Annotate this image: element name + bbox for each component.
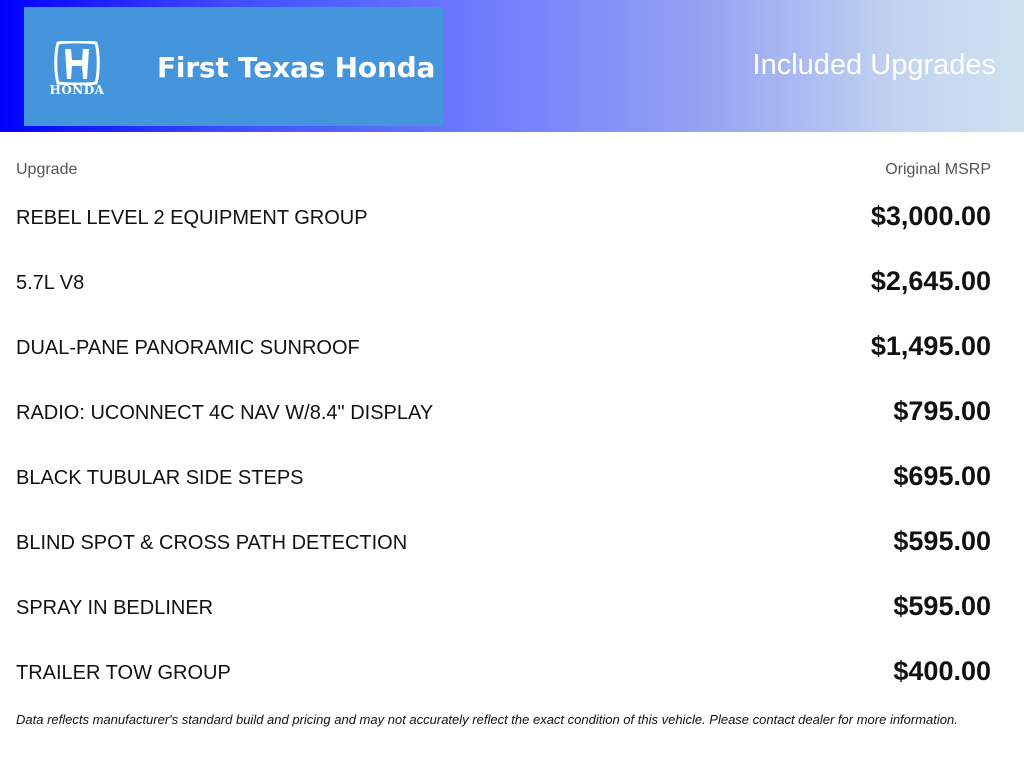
table-row: [16, 575, 991, 640]
table-row: [16, 380, 991, 445]
upgrade-name: 5.7L V8: [16, 272, 85, 294]
upgrade-price: $795.00: [893, 396, 991, 426]
page-title: Included Upgrades: [752, 49, 996, 81]
upgrade-price: $1,495.00: [870, 331, 991, 361]
dealer-logo: [24, 7, 443, 126]
upgrade-name: SPRAY IN BEDLINER: [16, 597, 214, 619]
upgrade-price: $2,645.00: [870, 266, 991, 296]
dealer-name: First Texas Honda: [157, 51, 436, 84]
upgrade-name: DUAL-PANE PANORAMIC SUNROOF: [16, 337, 360, 359]
upgrade-name: REBEL LEVEL 2 EQUIPMENT GROUP: [16, 207, 368, 229]
column-header-msrp: Original MSRP: [885, 161, 991, 178]
table-row: [16, 510, 991, 575]
table-row: [16, 185, 991, 250]
upgrade-name: TRAILER TOW GROUP: [16, 662, 231, 684]
table-row: [16, 445, 991, 510]
upgrade-list: [16, 185, 991, 705]
honda-wordmark: HONDA: [49, 83, 105, 97]
page-header: [0, 0, 1024, 132]
table-row: [16, 315, 991, 380]
table-row: [16, 640, 991, 705]
upgrade-price: $695.00: [893, 461, 991, 491]
disclaimer-text: Data reflects manufacturer's standard build and pricing and may not accurately reflect the exact condition of this vehicle. Please contact dealer for more information.: [16, 712, 958, 727]
upgrade-name: BLACK TUBULAR SIDE STEPS: [16, 467, 304, 489]
upgrade-price: $400.00: [893, 656, 991, 686]
upgrade-name: RADIO: UCONNECT 4C NAV W/8.4" DISPLAY: [16, 402, 434, 424]
upgrade-price: $595.00: [893, 526, 991, 556]
upgrade-price: $3,000.00: [870, 201, 991, 231]
table-header: [16, 161, 991, 181]
column-header-upgrade: Upgrade: [16, 161, 78, 178]
upgrade-price: $595.00: [893, 591, 991, 621]
table-row: [16, 250, 991, 315]
upgrade-name: BLIND SPOT & CROSS PATH DETECTION: [16, 532, 408, 554]
